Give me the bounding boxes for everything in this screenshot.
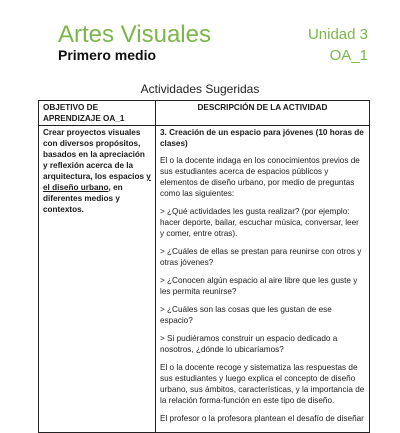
paragraph: El o la docente indaga en los conocimientos previos de sus estudiantes acerca de espacios públicos y elementos de diseño urbano, por medio de preguntas como las siguientes: <box>160 156 360 198</box>
activity-description-cell <box>156 126 370 433</box>
table-header-row <box>39 101 370 126</box>
question-item: > ¿Conocen algún espacio al aire libre que les guste y les permita reunirse? <box>160 276 358 296</box>
description-column-header: DESCRIPCIÓN DE LA ACTIVIDAD <box>156 101 370 126</box>
unit-label: Unidad 3 <box>307 26 368 43</box>
grade-level: Primero medio <box>58 47 157 63</box>
objective-code: OA_1 <box>329 47 368 64</box>
question-item: > ¿Cuáles son las cosas que les gustan de ese espacio? <box>160 305 332 325</box>
activities-table <box>38 100 370 433</box>
activity-title: 3. Creación de un espacio para jóvenes (10 horas de clases) <box>160 128 364 148</box>
subject-title: Artes Visuales <box>58 21 211 48</box>
objective-text-2: , en diferentes medios y contextos. <box>43 183 123 214</box>
question-item: > ¿Cuáles de ellas se prestan para reunirse con otros y otras jóvenes? <box>160 247 362 267</box>
objective-text-1: Crear proyectos visuales con diversos propósitos, basados en la apreciación y reflexión acerca de la arquitectura, los espacios <box>43 128 147 181</box>
question-item: > ¿Qué actividades les gusta realizar? (por ejemplo: hacer deporte, bailar, escuchar música, conversar, leer y comer, entre otras). <box>160 207 359 238</box>
learning-objective-cell <box>39 126 156 433</box>
section-title: Actividades Sugeridas <box>140 82 260 96</box>
paragraph: El o la docente recoge y sistematiza las respuestas de sus estudiantes y luego explica el concepto de diseño urbano, sus ámbitos, características, y la importancia de la relación forma-función en este tipo de diseño. <box>160 363 365 405</box>
paragraph: El profesor o la profesora plantean el desafío de diseñar <box>160 414 364 423</box>
objective-text-underlined: y el diseño urbano <box>43 172 151 192</box>
question-item: > Si pudiéramos construir un espacio dedicado a nosotros, ¿dónde lo ubicaríamos? <box>160 334 338 354</box>
document-header <box>58 22 370 62</box>
table-row <box>39 126 370 433</box>
objective-column-header: OBJETIVO DE APRENDIZAJE OA_1 <box>39 101 156 126</box>
